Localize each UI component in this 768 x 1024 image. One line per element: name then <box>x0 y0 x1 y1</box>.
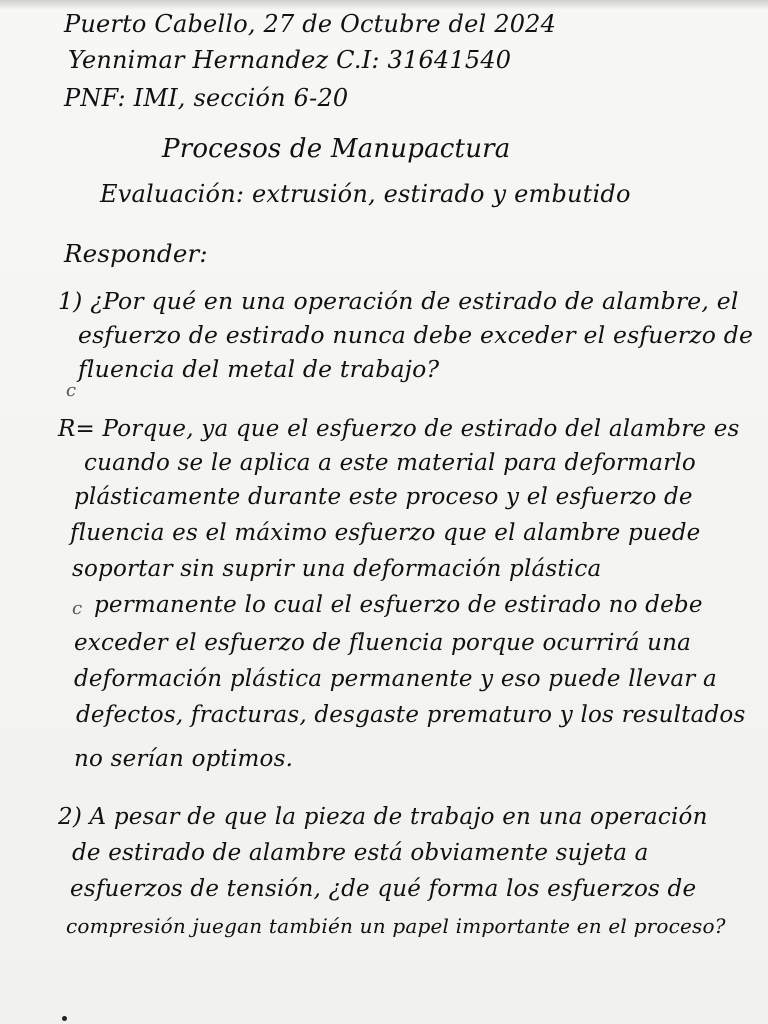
scan-edge-shadow <box>0 0 768 10</box>
ink-dot <box>62 1016 67 1021</box>
answer1-line: R= Porque, ya que el esfuerzo de estirado del alambre es <box>58 416 740 442</box>
answer1-line: fluencia es el máximo esfuerzo que el alambre puede <box>70 520 701 546</box>
answer1-line: defectos, fracturas, desgaste prematuro y los resultados <box>76 702 746 728</box>
question2-line: 2) A pesar de que la pieza de trabajo en una operación <box>58 804 708 830</box>
question2-line: esfuerzos de tensión, ¿de qué forma los esfuerzos de <box>70 876 697 902</box>
answer1-line: cuando se le aplica a este material para deformarlo <box>84 450 696 476</box>
instruction-label: Responder: <box>64 239 208 268</box>
header-program-section: PNF: IMI, sección 6-20 <box>64 84 349 112</box>
answer1-line: deformación plástica permanente y eso puede llevar a <box>74 666 717 692</box>
margin-mark-icon: c <box>66 380 77 401</box>
question1-line: fluencia del metal de trabajo? <box>78 355 440 383</box>
answer1-line: soportar sin suprir una deformación plástica <box>72 556 602 582</box>
question2-line: de estirado de alambre está obviamente sujeta a <box>72 840 649 866</box>
header-student-id: Yennimar Hernandez C.I: 31641540 <box>68 46 512 74</box>
header-place-date: Puerto Cabello, 27 de Octubre del 2024 <box>64 10 557 38</box>
question2-line: compresión juegan también un papel importante en el proceso? <box>66 914 726 938</box>
answer1-line: permanente lo cual el esfuerzo de estirado no debe <box>94 592 703 618</box>
evaluation-title: Evaluación: extrusión, estirado y embutido <box>100 180 631 208</box>
margin-mark-icon: c <box>72 598 83 619</box>
answer1-line: exceder el esfuerzo de fluencia porque ocurrirá una <box>74 630 692 656</box>
question1-line: esfuerzo de estirado nunca debe exceder el esfuerzo de <box>78 321 754 349</box>
answer1-line: plásticamente durante este proceso y el esfuerzo de <box>74 484 693 510</box>
course-title: Procesos de Manupactura <box>162 134 511 164</box>
question1-line: 1) ¿Por qué en una operación de estirado de alambre, el <box>58 287 739 315</box>
answer1-line: no serían optimos. <box>74 746 294 772</box>
